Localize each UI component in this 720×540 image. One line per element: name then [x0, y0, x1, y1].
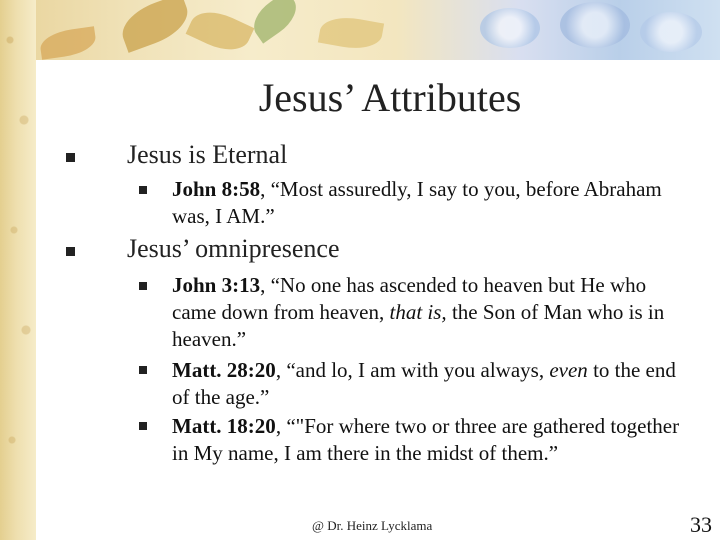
flower-decoration	[480, 8, 540, 48]
quote-text: the Son of Man who is in heaven.”	[172, 300, 665, 351]
scripture-reference: Matt. 28:20	[172, 358, 276, 382]
scripture-reference: John 3:13	[172, 273, 261, 297]
decorative-banner	[0, 0, 720, 60]
quote-text: , “No one has ascended to heaven but He who came down from heaven,	[172, 273, 647, 324]
quote-text: , “"For where two or three are gathered together in My name, I am there in the midst of them.”	[172, 414, 680, 465]
page-number: 33	[690, 512, 712, 537]
flower-decoration	[560, 2, 630, 48]
bullet-heading: Jesus’ omnipresence	[127, 234, 340, 263]
scripture-quote	[172, 272, 692, 353]
quote-italic: even	[549, 358, 588, 382]
scripture-quote	[172, 357, 692, 411]
footer-credit: @ Dr. Heinz Lycklama	[312, 518, 433, 533]
sub-bullet-marker	[139, 282, 147, 290]
bullet-marker	[66, 153, 75, 162]
leaf-decoration	[318, 13, 384, 53]
leaf-decoration	[38, 26, 97, 60]
scripture-quote	[172, 413, 692, 467]
sub-bullet-marker	[139, 186, 147, 194]
quote-text: to the end of the age.”	[172, 358, 676, 409]
leaf-decoration	[116, 0, 195, 53]
slide-title: Jesus’ Attributes	[258, 75, 522, 120]
leaf-decoration	[246, 0, 304, 44]
leaf-decoration	[186, 3, 255, 59]
quote-text: , “Most assuredly, I say to you, before Abraham was, I AM.”	[172, 177, 662, 228]
scripture-reference: John 8:58	[172, 177, 261, 201]
scripture-reference: Matt. 18:20	[172, 414, 276, 438]
scripture-quote	[172, 176, 692, 230]
sub-bullet-marker	[139, 366, 147, 374]
bullet-marker	[66, 247, 75, 256]
sub-bullet-marker	[139, 422, 147, 430]
bullet-heading: Jesus is Eternal	[127, 140, 288, 169]
quote-italic: that is,	[389, 300, 447, 324]
flower-decoration	[640, 12, 702, 52]
quote-text: , “and lo, I am with you always,	[275, 358, 550, 382]
